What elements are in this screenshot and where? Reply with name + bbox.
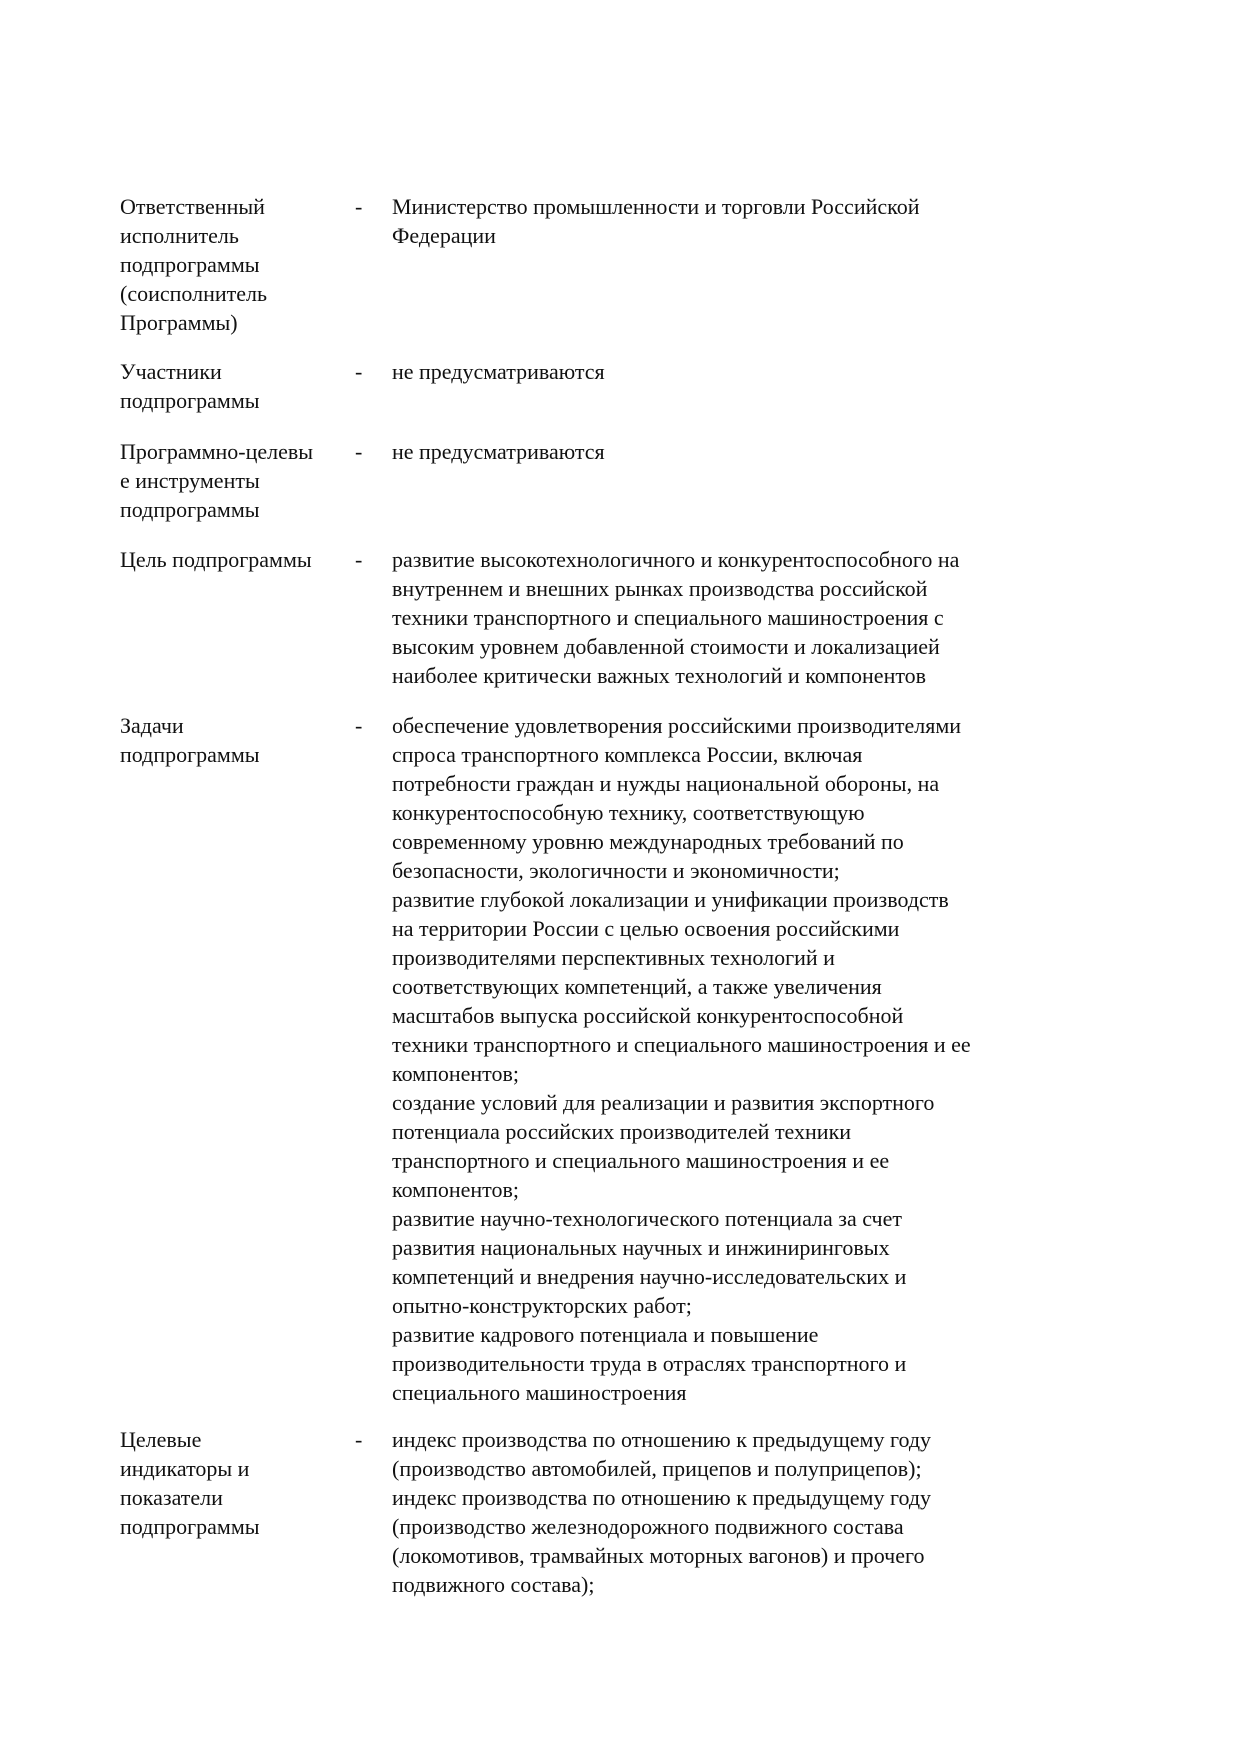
row-value-line: на территории России с целью освоения российскими	[392, 916, 900, 941]
row-value	[392, 192, 1072, 250]
row-value-line: компонентов;	[392, 1061, 519, 1086]
row-value	[392, 711, 1072, 1407]
row-value-line: компетенций и внедрения научно-исследовательских и	[392, 1264, 907, 1289]
row-label-line: Программы)	[120, 310, 238, 335]
row-value-line: не предусматриваются	[392, 359, 605, 384]
row-value-line: производительности труда в отраслях транспортного и	[392, 1351, 907, 1376]
row-value-line: развитие научно-технологического потенциала за счет	[392, 1206, 902, 1231]
row-value-line: потенциала российских производителей техники	[392, 1119, 852, 1144]
row-value-line: создание условий для реализации и развития экспортного	[392, 1090, 935, 1115]
row-label-line: Ответственный	[120, 194, 265, 219]
row-value-line: развития национальных научных и инжиниринговых	[392, 1235, 890, 1260]
row-label	[120, 711, 350, 769]
row-label-line: Целевые	[120, 1427, 202, 1452]
row-label-line: исполнитель	[120, 223, 239, 248]
row-label	[120, 192, 350, 337]
row-value-line: безопасности, экологичности и экономичности;	[392, 858, 840, 883]
row-label-line: подпрограммы	[120, 742, 260, 767]
row-label-line: подпрограммы	[120, 1514, 260, 1539]
row-value	[392, 1425, 1072, 1599]
row-label-line: подпрограммы	[120, 252, 260, 277]
row-label	[120, 545, 350, 574]
row-value-line: компонентов;	[392, 1177, 519, 1202]
row-value	[392, 357, 1072, 386]
row-value-line: техники транспортного и специального машиностроения и ее	[392, 1032, 971, 1057]
row-value-line: обеспечение удовлетворения российскими производителями	[392, 713, 962, 738]
row-label-line: е инструменты	[120, 468, 260, 493]
row-label-line: Участники	[120, 359, 222, 384]
row-value-line: масштабов выпуска российской конкурентоспособной	[392, 1003, 904, 1028]
row-value-line: индекс производства по отношению к предыдущему году	[392, 1485, 932, 1510]
row-value-line: Федерации	[392, 223, 496, 248]
row-value-line: внутреннем и внешних рынках производства российской	[392, 576, 928, 601]
row-label-line: Задачи	[120, 713, 184, 738]
row-value-line: развитие кадрового потенциала и повышение	[392, 1322, 819, 1347]
row-value-line: потребности граждан и нужды национальной обороны, на	[392, 771, 940, 796]
row-value-line: наиболее критически важных технологий и компонентов	[392, 663, 927, 688]
dash-separator: -	[355, 439, 363, 464]
row-value-line: (производство автомобилей, прицепов и полуприцепов);	[392, 1456, 922, 1481]
dash-separator: -	[355, 359, 363, 384]
row-value-line: подвижного состава);	[392, 1572, 595, 1597]
row-label-line: индикаторы и	[120, 1456, 250, 1481]
row-label-line: Цель подпрограммы	[120, 547, 312, 572]
row-value-line: производителями перспективных технологий и	[392, 945, 835, 970]
row-value-line: развитие высокотехнологичного и конкурентоспособного на	[392, 547, 960, 572]
row-label	[120, 437, 350, 524]
row-value	[392, 437, 1072, 466]
row-label-line: (соисполнитель	[120, 281, 268, 306]
row-value-line: Министерство промышленности и торговли Российской	[392, 194, 920, 219]
row-label	[120, 357, 350, 415]
row-label	[120, 1425, 350, 1541]
row-value-line: не предусматриваются	[392, 439, 605, 464]
row-value-line: транспортного и специального машиностроения и ее	[392, 1148, 890, 1173]
dash-separator: -	[355, 547, 363, 572]
row-value-line: техники транспортного и специального машиностроения с	[392, 605, 944, 630]
row-label-line: подпрограммы	[120, 497, 260, 522]
row-value-line: высоким уровнем добавленной стоимости и локализацией	[392, 634, 940, 659]
dash-separator: -	[355, 194, 363, 219]
row-label-line: Программно-целевы	[120, 439, 314, 464]
row-value	[392, 545, 1072, 690]
row-value-line: опытно-конструкторских работ;	[392, 1293, 692, 1318]
dash-separator: -	[355, 1427, 363, 1452]
row-value-line: соответствующих компетенций, а также увеличения	[392, 974, 882, 999]
row-value-line: (локомотивов, трамвайных моторных вагонов) и прочего	[392, 1543, 925, 1568]
row-label-line: показатели	[120, 1485, 223, 1510]
row-value-line: специального машиностроения	[392, 1380, 687, 1405]
row-label-line: подпрограммы	[120, 388, 260, 413]
row-value-line: конкурентоспособную технику, соответствующую	[392, 800, 865, 825]
row-value-line: спроса транспортного комплекса России, включая	[392, 742, 863, 767]
row-value-line: развитие глубокой локализации и унификации производств	[392, 887, 949, 912]
dash-separator: -	[355, 713, 363, 738]
row-value-line: (производство железнодорожного подвижного состава	[392, 1514, 904, 1539]
row-value-line: современному уровню международных требований по	[392, 829, 904, 854]
row-value-line: индекс производства по отношению к предыдущему году	[392, 1427, 932, 1452]
